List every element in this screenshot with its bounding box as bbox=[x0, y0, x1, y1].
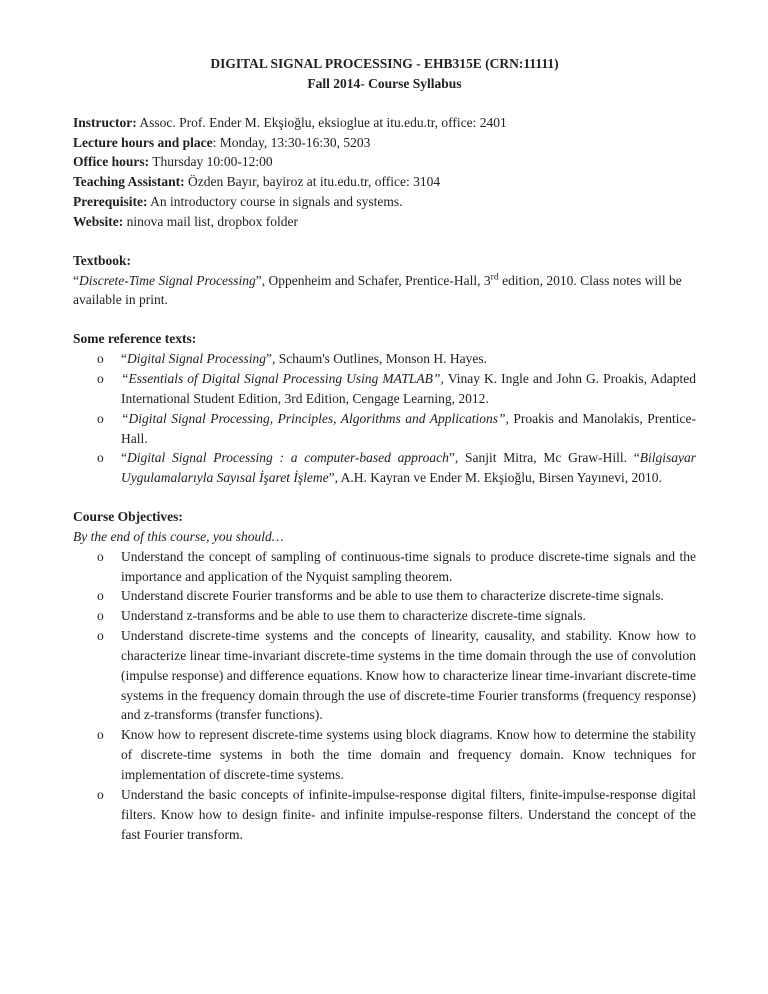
text-segment: Thursday 10:00-12:00 bbox=[149, 154, 273, 170]
text-segment: Bilgisayar Uygulamalarıyla Sayısal İşaret İşleme bbox=[121, 450, 696, 486]
reference-item bbox=[73, 448, 696, 488]
text-segment: Office hours: bbox=[73, 154, 150, 170]
info-line bbox=[73, 192, 696, 212]
text-segment: Teaching Assistant: bbox=[73, 174, 189, 190]
objectives-heading: Course Objectives: bbox=[73, 509, 183, 525]
text-segment: Some reference texts bbox=[73, 331, 192, 347]
bullet-marker: o bbox=[97, 628, 104, 644]
text-segment: Özden Bayır, bayiroz at itu.edu.tr, office: 3104 bbox=[188, 174, 441, 190]
list-item-text bbox=[121, 369, 696, 409]
references-heading bbox=[73, 329, 696, 349]
objective-item bbox=[73, 626, 696, 725]
text-segment: ”, Schaum's Outlines, Monson H. Hayes. bbox=[266, 351, 488, 367]
text-segment: edition, 2010. Class notes will be available in print. bbox=[73, 272, 682, 308]
list-item-text: Understand discrete-time systems and the concepts of linearity, causality, and stability. Know how to characterize linear time-invariant discrete-time systems in the time domain through the use of convolution (impulse response) and difference equations. Know how to characterize linear time-invariant discrete-time systems in the frequency domain through the use of discrete-time Fourier transforms (frequency response) and z-transforms (transfer functions). bbox=[121, 628, 696, 723]
bullet-marker: o bbox=[97, 450, 104, 466]
text-segment: “ bbox=[121, 351, 127, 367]
info-line bbox=[73, 133, 696, 153]
text-segment: rd bbox=[490, 271, 499, 283]
list-item-text bbox=[121, 409, 696, 449]
bullet-marker: o bbox=[97, 370, 104, 386]
text-segment: Digital Signal Processing bbox=[127, 351, 266, 367]
objective-item bbox=[73, 785, 696, 845]
text-segment: Vinay K. Ingle and John G. Proakis, Adapted International Student Edition, 3rd Edition, Cengage Learning, 2012. bbox=[121, 370, 696, 406]
reference-item bbox=[73, 349, 696, 369]
bullet-marker: o bbox=[97, 608, 104, 624]
text-segment: ”, A.H. Kayran ve Ender M. Ekşioğlu, Birsen Yayınevi, 2010. bbox=[328, 470, 662, 486]
text-segment: “Essentials of Digital Signal Processing Using MATLAB”, bbox=[121, 370, 448, 386]
text-segment: : bbox=[191, 331, 197, 347]
references-section bbox=[73, 329, 696, 488]
objective-item bbox=[73, 547, 696, 587]
text-segment: Digital Signal Processing : a computer-based approach bbox=[127, 450, 449, 466]
info-line bbox=[73, 172, 696, 192]
list-item-text: Know how to represent discrete-time systems using block diagrams. Know how to determine the stability of discrete-time systems in both the time domain and frequency domain. Know techniques for implementation of discrete-time systems. bbox=[121, 727, 696, 782]
references-list bbox=[73, 349, 696, 488]
list-item-text: Understand the basic concepts of infinite-impulse-response digital filters, finite-impulse-response digital filters. Know how to design finite- and infinite impulse-response filters. Understand the concept of the fast Fourier transform. bbox=[121, 786, 696, 842]
text-segment: ”, Oppenheim and Schafer, Prentice-Hall, 3 bbox=[255, 272, 491, 288]
bullet-marker: o bbox=[97, 548, 104, 564]
objectives-list bbox=[73, 547, 696, 845]
info-line bbox=[73, 212, 696, 232]
reference-item bbox=[73, 409, 696, 449]
text-segment: ninova mail list, dropbox folder bbox=[123, 213, 298, 229]
reference-item bbox=[73, 369, 696, 409]
list-item-text bbox=[121, 349, 696, 369]
document-title: DIGITAL SIGNAL PROCESSING - EHB315E (CRN:11111) bbox=[210, 56, 559, 71]
text-segment: Lecture hours and place bbox=[73, 134, 213, 150]
info-line bbox=[73, 152, 696, 172]
text-segment: Assoc. Prof. Ender M. Ekşioğlu, eksioglue at itu.edu.tr, office: 2401 bbox=[136, 114, 507, 130]
list-item-text: Understand discrete Fourier transforms and be able to use them to characterize discrete-time signals. bbox=[121, 588, 664, 604]
info-line bbox=[73, 113, 696, 133]
text-segment: Proakis and Manolakis, Prentice-Hall. bbox=[121, 410, 696, 446]
objective-item bbox=[73, 586, 696, 606]
bullet-marker: o bbox=[97, 786, 104, 802]
bullet-marker: o bbox=[97, 410, 104, 426]
text-segment: Prerequisite: bbox=[73, 194, 148, 210]
bullet-marker: o bbox=[97, 727, 104, 743]
document-subtitle: Fall 2014- Course Syllabus bbox=[307, 75, 462, 91]
list-item-text bbox=[121, 448, 696, 488]
list-item-text: Understand the concept of sampling of continuous-time signals to produce discrete-time signals and the importance and application of the Nyquist sampling theorem. bbox=[121, 548, 696, 584]
course-info-list bbox=[73, 113, 696, 232]
bullet-marker: o bbox=[97, 351, 104, 367]
text-segment: ”, Sanjit Mitra, Mc Graw-Hill. “ bbox=[448, 450, 640, 466]
objectives-section bbox=[73, 507, 696, 844]
text-segment: Website: bbox=[73, 213, 124, 229]
text-segment: Discrete-Time Signal Processing bbox=[79, 272, 256, 288]
textbook-paragraph bbox=[73, 271, 696, 311]
objective-item bbox=[73, 606, 696, 626]
textbook-section bbox=[73, 251, 696, 311]
objective-item bbox=[73, 725, 696, 785]
bullet-marker: o bbox=[97, 588, 104, 604]
text-segment: Instructor: bbox=[73, 114, 137, 130]
textbook-heading: Textbook: bbox=[73, 252, 132, 268]
text-segment: “Digital Signal Processing, Principles, Algorithms and Applications”, bbox=[121, 410, 514, 426]
text-segment: An introductory course in signals and systems. bbox=[147, 194, 403, 210]
text-segment: “ bbox=[73, 272, 79, 288]
list-item-text: Understand z-transforms and be able to use them to characterize discrete-time signals. bbox=[121, 608, 586, 624]
objectives-intro: By the end of this course, you should… bbox=[73, 528, 284, 544]
text-segment: “ bbox=[121, 450, 127, 466]
text-segment: : Monday, 13:30-16:30, 5203 bbox=[212, 134, 371, 150]
